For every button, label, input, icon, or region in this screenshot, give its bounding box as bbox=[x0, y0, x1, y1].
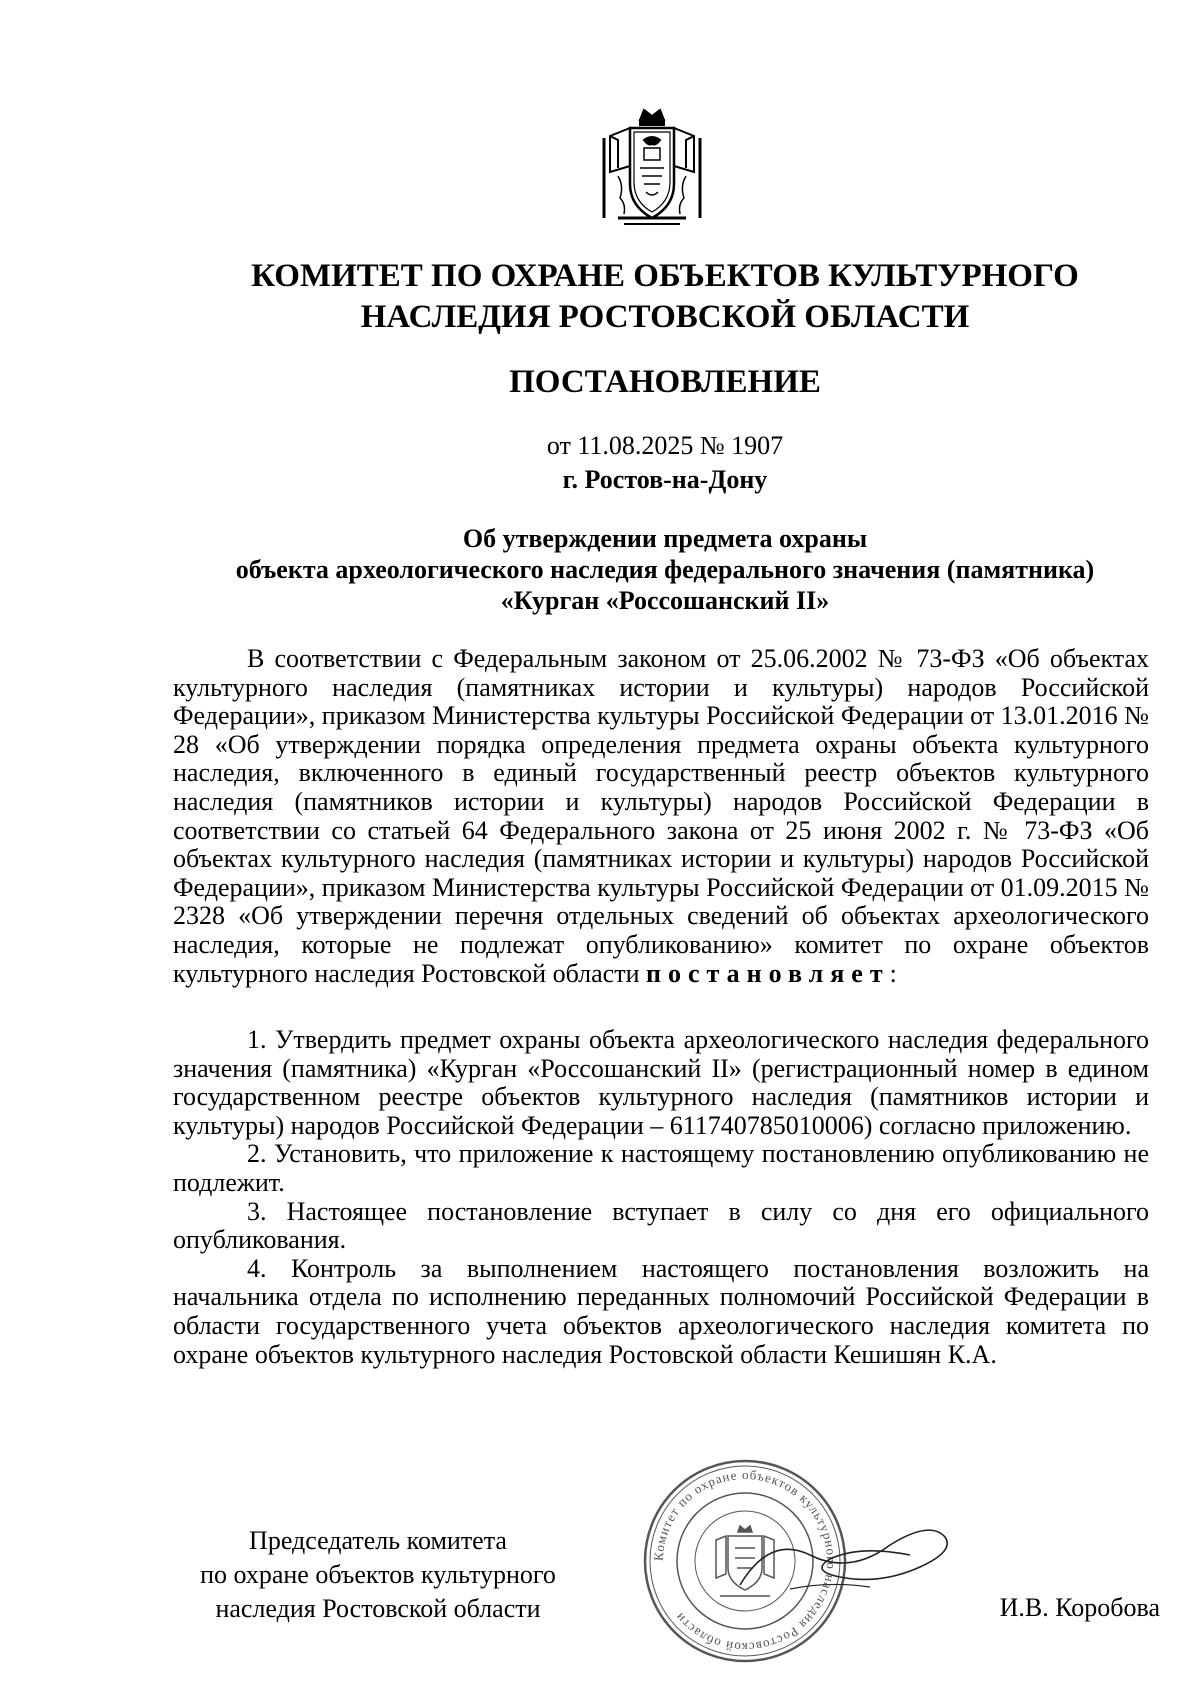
subject-line1: Об утверждении предмета охраны bbox=[462, 524, 868, 553]
seal-text: Комитет по охране объектов культурного наследия Ростовской области bbox=[650, 1466, 840, 1656]
coat-of-arms-icon bbox=[600, 106, 704, 230]
preamble-text: В соответствии с Федеральным законом от 25.06.2002 № 73-ФЗ «Об объектах культурного наследия (памятниках истории и культуры) народов Российской Федерации», приказом Министерства культуры Российской Федерации от 13.01.2016 № 28 «Об утверждении порядка определения предмета охраны объекта культурного наследия, включенного в единый государственный реестр объектов культурного наследия (памятников истории и культуры) народов Российской Федерации в соответствии со статьей 64 Федерального закона от 25 июня 2002 г. № 73-ФЗ «Об объектах культурного наследия (памятниках истории и культуры) народов Российской Федерации», приказом Министерства культуры Российской Федерации от 01.09.2015 № 2328 «Об утверждении перечня отдельных сведений об объектах археологического наследия, которые не подлежат опубликованию» комитет по охране объектов культурного наследия Ростовской области bbox=[173, 644, 1149, 988]
signatory-position-line3: наследия Ростовской области bbox=[215, 1594, 541, 1623]
preamble-ending: : bbox=[889, 958, 897, 988]
document-subject bbox=[150, 523, 1180, 616]
decision-item-4: 4. Контроль за выполнением настоящего постановления возложить на начальника отдела по исполнению переданных полномочий Российской Федерации в области государственного учета объектов археологического наследия комитета по охране объектов культурного наследия Ростовской области Кешишян К.А. bbox=[173, 1253, 1149, 1369]
organization-title-line1: КОМИТЕТ ПО ОХРАНЕ ОБЪЕКТОВ КУЛЬТУРНОГО bbox=[251, 258, 1079, 294]
organization-title-line2: НАСЛЕДИЯ РОСТОВСКОЙ ОБЛАСТИ bbox=[360, 299, 970, 335]
signatory-name: И.В. Коробова bbox=[999, 1593, 1160, 1622]
document-type: ПОСТАНОВЛЕНИЕ bbox=[509, 364, 821, 400]
handwritten-signature-icon bbox=[730, 1515, 960, 1605]
preamble-section bbox=[173, 645, 1149, 988]
decision-item-3: 3. Настоящее постановление вступает в силу со дня его официального опубликования. bbox=[173, 1196, 1149, 1255]
decision-item-1: 1. Утвердить предмет охраны объекта археологического наследия федерального значения (памятника) «Курган «Россошанский II» (регистрационный номер в едином государственном реестре объектов культурного наследия (памятников истории и культуры) народов Российской Федерации – 611740785010006) согласно приложению. bbox=[173, 1025, 1149, 1140]
subject-line3: «Курган «Россошанский II» bbox=[500, 586, 830, 615]
preamble-paragraph bbox=[173, 645, 1149, 988]
subject-line2: объекта археологического наследия федерального значения (памятника) bbox=[235, 555, 1095, 584]
decision-items bbox=[173, 1026, 1149, 1369]
signatory-position-line1: Председатель комитета bbox=[249, 1526, 507, 1555]
signatory-position-line2: по охране объектов культурного bbox=[200, 1560, 556, 1589]
decision-item-2: 2. Установить, что приложение к настоящему постановлению опубликованию не подлежит. bbox=[173, 1139, 1149, 1197]
decision-word: постановляет bbox=[646, 958, 890, 988]
signatory-position bbox=[168, 1524, 588, 1626]
document-date-number: от 11.08.2025 № 1907 bbox=[546, 431, 784, 460]
document-city: г. Ростов-на-Дону bbox=[562, 465, 768, 494]
